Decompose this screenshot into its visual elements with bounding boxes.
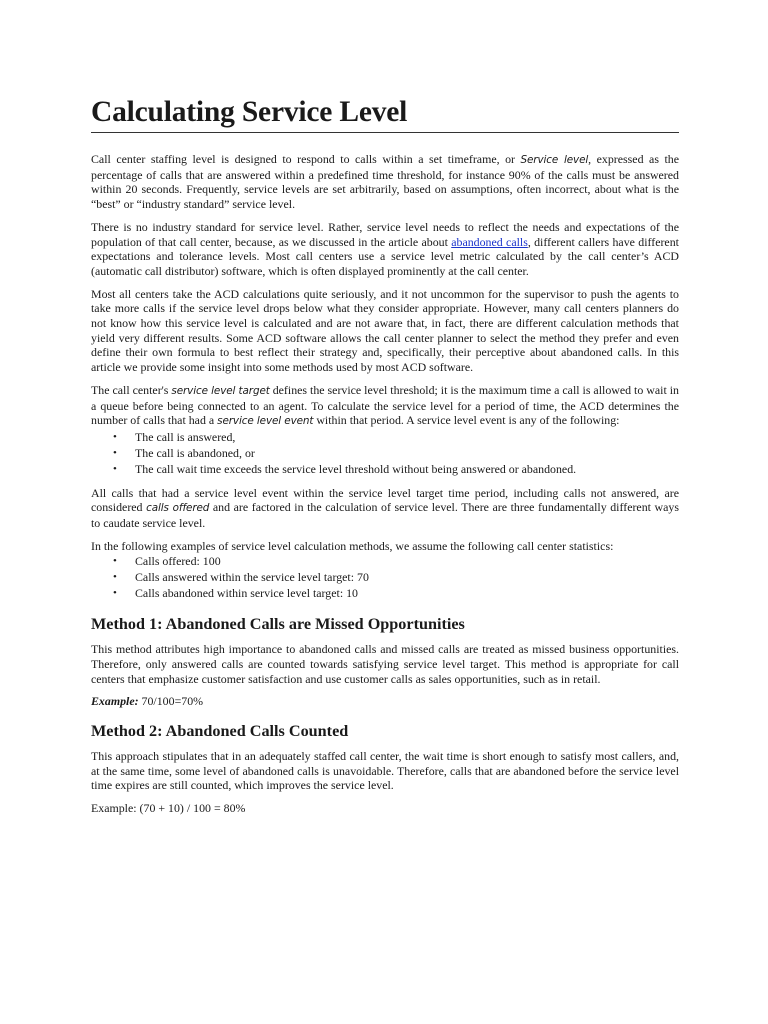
statistics-list: [91, 554, 679, 602]
list-item: • Calls answered within the service level target: 70: [113, 570, 369, 585]
term-service-level-event: service level event: [217, 415, 314, 428]
document-page: [91, 94, 679, 816]
paragraph-statistics-intro: In the following examples of service level calculation methods, we assume the following call center statistics:: [91, 538, 614, 553]
paragraph-intro: Call center staffing level is designed to respond to calls within a set timeframe, or Service level, expressed as the percentage of calls that are answered within a predefined time threshold, for instance 90% of the calls must be answered within 20 seconds. Frequently, service levels are set arbitrarily, based on assumptions, often incorrect, about what is the “best” or “industry standard” service level.: [91, 152, 679, 212]
method-2-heading: Method 2: Abandoned Calls Counted: [91, 722, 349, 741]
term-service-level-target: service level target: [171, 384, 270, 397]
list-item: • Calls abandoned within service level target: 10: [113, 586, 358, 601]
abandoned-calls-link[interactable]: abandoned calls: [451, 234, 528, 249]
bullet-icon: •: [113, 462, 117, 475]
method-2-body: This approach stipulates that in an adequately staffed call center, the wait time is short enough to satisfy most callers, and, at the same time, some level of abandoned calls is unavoidable. Therefore, calls that are abandoned before the service level time expires are still counted, which improves the service level.: [91, 749, 679, 793]
list-item: • The call is answered,: [113, 429, 236, 444]
method-2-example: Example: (70 + 10) / 100 = 80%: [91, 801, 246, 816]
paragraph-service-level-target: The call center's service level target defines the service level threshold; it is the maximum time a call is allowed to wait in a queue before being connected to an agent. To calculate the service level for a period of time, the ACD determines the number of calls that had a service level event within that period. A service level event is any of the following:: [91, 382, 679, 428]
list-item: • Calls offered: 100: [113, 554, 221, 569]
paragraph-no-standard: There is no industry standard for service level. Rather, service level needs to reflect the needs and expectations of the population of that call center, because, as we discussed in the article about abandoned calls, different callers have different expectations and tolerance levels. Most call centers use a service level metric calculated by the call center’s ACD (automatic call distributor) software, which is often displayed prominently at the call center.: [91, 219, 679, 278]
list-item: • The call wait time exceeds the service level threshold without being answered or abandoned.: [113, 461, 577, 476]
list-item: • The call is abandoned, or: [113, 445, 255, 460]
bullet-icon: •: [113, 555, 117, 568]
paragraph-calls-offered: All calls that had a service level event within the service level target time period, including calls not answered, are considered calls offered and are factored in the calculation of service level. There are three fundamentally different ways to caudate service level.: [91, 485, 679, 531]
bullet-icon: •: [113, 587, 117, 600]
bullet-icon: •: [113, 430, 117, 443]
term-calls-offered: calls offered: [146, 502, 210, 515]
method-1-body: This method attributes high importance to abandoned calls and missed calls are treated as missed business opportunities. Therefore, only answered calls are counted towards satisfying service level target. This method is appropriate for call centers that emphasize customer satisfaction and use customer calls as sales opportunities, such as in retail.: [91, 642, 679, 686]
method-1-example: Example: 70/100=70%: [91, 694, 204, 709]
service-level-event-list: [91, 430, 679, 478]
bullet-icon: •: [113, 571, 117, 584]
paragraph-acd-calculations: Most all centers take the ACD calculations quite seriously, and it not uncommon for the supervisor to push the agents to take more calls if the service level drops below what they consider appropriate. However, many call centers planners do not know how this service level is calculated and are not aware that, in fact, there are different calculation methods that yield very different results. Some ACD software allows the call center planner to select the method they prefer and even define their own formula to best reflect their strategy and, specifically, their perceptive about abandoned calls. In this article we provide some insight into some methods used by most ACD software.: [91, 286, 679, 375]
method-1-heading: Method 1: Abandoned Calls are Missed Opportunities: [91, 615, 465, 634]
bullet-icon: •: [113, 446, 117, 459]
term-service-level: Service level: [520, 154, 589, 166]
page-title: Calculating Service Level: [91, 94, 679, 133]
